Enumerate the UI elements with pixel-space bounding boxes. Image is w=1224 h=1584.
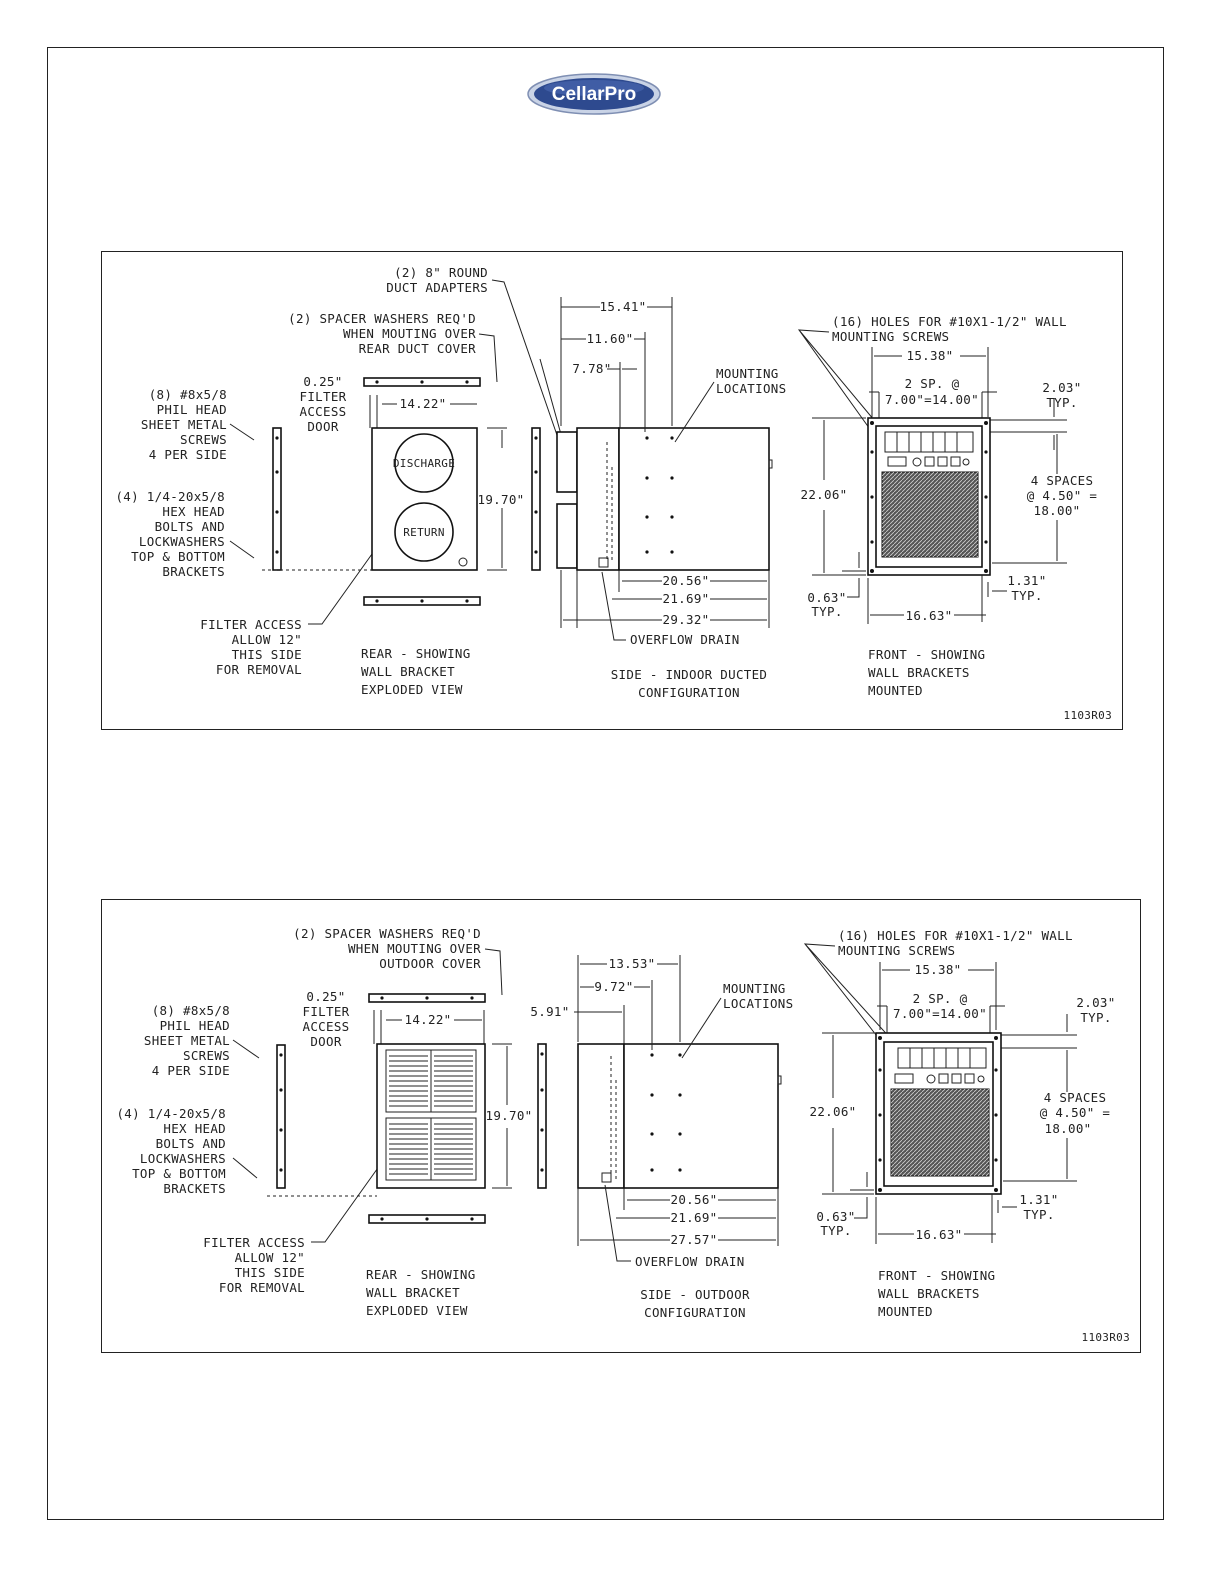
filter-access-label-2: ALLOW 12" — [231, 632, 302, 647]
leader-line — [805, 944, 892, 1040]
side-rear-section — [577, 428, 619, 570]
dim-front-7-lines — [992, 1194, 1017, 1243]
dim-front-8: 16.63" — [905, 608, 953, 623]
leader-line — [230, 424, 254, 440]
side-handle — [769, 460, 772, 468]
discharge-label: DISCHARGE — [392, 457, 456, 470]
bolts-label-3: BOLTS AND — [154, 519, 225, 534]
leader-line — [492, 280, 558, 438]
leader-line — [479, 334, 497, 382]
dim-front-3-lines — [999, 1014, 1077, 1065]
side-rear-section — [578, 1044, 624, 1188]
holes-label-2: MOUNTING SCREWS — [832, 329, 950, 344]
filter-access-label: FILTER ACCESS — [200, 617, 302, 632]
overflow-label: OVERFLOW DRAIN — [635, 1254, 745, 1269]
dim-front-7b: TYP. — [1011, 588, 1043, 603]
caption-rear-2: WALL BRACKET — [361, 664, 455, 679]
filter-door-label: 0.25" — [303, 374, 343, 389]
dim-front-2: 2 SP. @ — [904, 376, 960, 391]
filter-door-label: 0.25" — [306, 989, 346, 1004]
leader-line — [233, 1158, 257, 1178]
spacer-label: (2) SPACER WASHERS REQ'D — [293, 926, 481, 941]
dim-width-rear: 14.22" — [404, 1012, 452, 1027]
caption-rear-3: EXPLODED VIEW — [361, 682, 463, 697]
spacer-label-2: WHEN MOUTING OVER — [342, 326, 476, 341]
caption-rear-2: WALL BRACKET — [366, 1285, 460, 1300]
caption-front-2: WALL BRACKETS — [878, 1286, 980, 1301]
screws-label-4: SCREWS — [183, 1048, 230, 1063]
dim-tick — [370, 395, 377, 428]
drawing-number: 1103R03 — [1081, 1331, 1130, 1344]
logo-text: CellarPro — [551, 84, 637, 105]
dim-height-rear: 19.70" — [477, 492, 525, 507]
filter-access-label-3: THIS SIDE — [231, 647, 302, 662]
holes-label: (16) HOLES FOR #10X1-1/2" WALL — [838, 928, 1073, 943]
front-grille-hatch — [882, 472, 978, 557]
filter-access-label: FILTER ACCESS — [203, 1235, 305, 1250]
caption-side-2: CONFIGURATION — [638, 685, 740, 700]
filter-door-label-4: DOOR — [310, 1034, 342, 1049]
side-handle — [778, 1076, 781, 1084]
dim-front-4: 22.06" — [800, 487, 848, 502]
drawing-number: 1103R03 — [1063, 709, 1112, 722]
bolts-label-4: LOCKWASHERS — [139, 1151, 226, 1166]
leader-line — [605, 1185, 631, 1261]
dim-side-1: 15.41" — [599, 299, 647, 314]
dim-side-1: 13.53" — [608, 956, 656, 971]
dim-side-4: 20.56" — [662, 573, 710, 588]
dim-side-4: 20.56" — [670, 1192, 718, 1207]
mounting-label: MOUNTING — [723, 981, 786, 996]
caption-side: SIDE - INDOOR DUCTED — [610, 667, 768, 682]
dim-front-3: 2.03" — [1076, 995, 1116, 1010]
dim-front-3: 2.03" — [1042, 380, 1082, 395]
bolts-label-6: BRACKETS — [162, 564, 225, 579]
filter-access-label-3: THIS SIDE — [234, 1265, 305, 1280]
dim-front-3b: TYP. — [1080, 1010, 1112, 1025]
caption-rear: REAR - SHOWING — [366, 1267, 476, 1282]
holes-label-2: MOUNTING SCREWS — [838, 943, 956, 958]
dim-front-5c: 18.00" — [1033, 503, 1081, 518]
bolts-label-2: HEX HEAD — [163, 1121, 226, 1136]
leader-line — [485, 949, 502, 995]
caption-rear: REAR - SHOWING — [361, 646, 471, 661]
wall-bracket-left — [273, 428, 281, 570]
leader-line — [311, 1165, 380, 1242]
mounting-label-2: LOCATIONS — [723, 996, 794, 1011]
filter-access-label-2: ALLOW 12" — [234, 1250, 305, 1265]
filter-door-label-2: FILTER — [299, 389, 347, 404]
filter-access-label-4: FOR REMOVAL — [215, 662, 302, 677]
dim-front-5b: @ 4.50" = — [1039, 1105, 1111, 1120]
side-bracket — [538, 1044, 546, 1188]
front-grille-hatch — [891, 1089, 989, 1176]
screws-label-3: SHEET METAL — [140, 417, 227, 432]
dim-front-7: 1.31" — [1019, 1192, 1059, 1207]
dim-front-7: 1.31" — [1007, 573, 1047, 588]
side-main-body — [619, 428, 769, 570]
dim-side-5: 21.69" — [662, 591, 710, 606]
screws-label-2: PHIL HEAD — [159, 1018, 230, 1033]
duct-adapter-upper — [557, 432, 577, 492]
leader-line — [233, 1040, 259, 1058]
bolts-label: (4) 1/4-20x5/8 — [116, 1106, 226, 1121]
screws-label-5: 4 PER SIDE — [148, 447, 227, 462]
overflow-label: OVERFLOW DRAIN — [630, 632, 740, 647]
dim-front-6: 0.63" — [807, 590, 847, 605]
side-bracket — [532, 428, 540, 570]
filter-access-label-4: FOR REMOVAL — [218, 1280, 305, 1295]
holes-label: (16) HOLES FOR #10X1-1/2" WALL — [832, 314, 1067, 329]
dim-side-2: 9.72" — [594, 979, 634, 994]
bolts-label-5: TOP & BOTTOM — [132, 1166, 226, 1181]
dim-side-3-lines — [574, 1005, 624, 1044]
screws-label-4: SCREWS — [180, 432, 227, 447]
dim-side-3: 7.78" — [572, 361, 612, 376]
bolts-label-2: HEX HEAD — [162, 504, 225, 519]
leader-line — [540, 359, 562, 438]
caption-side: SIDE - OUTDOOR — [640, 1287, 750, 1302]
leader-line — [230, 541, 254, 558]
dim-front-5: 4 SPACES — [1030, 473, 1094, 488]
bolts-label-3: BOLTS AND — [155, 1136, 226, 1151]
bolts-label-4: LOCKWASHERS — [138, 534, 225, 549]
spacer-label-3: REAR DUCT COVER — [358, 341, 476, 356]
dim-front-1: 15.38" — [914, 962, 962, 977]
spacer-label: (2) SPACER WASHERS REQ'D — [288, 311, 476, 326]
dim-front-6b: TYP. — [820, 1223, 852, 1238]
dim-front-7b: TYP. — [1023, 1207, 1055, 1222]
filter-door-label-2: FILTER — [302, 1004, 350, 1019]
dim-side-5: 21.69" — [670, 1210, 718, 1225]
leader-line — [308, 547, 377, 624]
caption-front: FRONT - SHOWING — [868, 647, 986, 662]
dim-front-6b: TYP. — [811, 604, 843, 619]
dim-side-3: 5.91" — [530, 1004, 570, 1019]
diagram-indoor-ducted — [101, 251, 1123, 730]
caption-front: FRONT - SHOWING — [878, 1268, 996, 1283]
duct-label-2: DUCT ADAPTERS — [386, 280, 488, 295]
dim-side-6: 27.57" — [670, 1232, 718, 1247]
caption-front-3: MOUNTED — [878, 1304, 933, 1319]
dim-side-2: 11.60" — [586, 331, 634, 346]
duct-label: (2) 8" ROUND — [394, 265, 488, 280]
dim-front-2b: 7.00"=14.00" — [885, 392, 979, 407]
dim-side-6: 29.32" — [662, 612, 710, 627]
mounting-label: MOUNTING — [716, 366, 779, 381]
duct-adapter-lower — [557, 504, 577, 568]
dim-front-2b: 7.00"=14.00" — [893, 1006, 987, 1021]
dim-front-2: 2 SP. @ — [912, 991, 968, 1006]
spacer-label-3: OUTDOOR COVER — [379, 956, 481, 971]
caption-rear-3: EXPLODED VIEW — [366, 1303, 468, 1318]
dim-front-1: 15.38" — [906, 348, 954, 363]
filter-door-label-4: DOOR — [307, 419, 339, 434]
screws-label-5: 4 PER SIDE — [151, 1063, 230, 1078]
bolts-label: (4) 1/4-20x5/8 — [115, 489, 225, 504]
dim-front-8: 16.63" — [915, 1227, 963, 1242]
dim-width-rear: 14.22" — [399, 396, 447, 411]
screws-label-2: PHIL HEAD — [156, 402, 227, 417]
bolts-label-5: TOP & BOTTOM — [131, 549, 225, 564]
caption-side-2: CONFIGURATION — [644, 1305, 746, 1320]
caption-front-2: WALL BRACKETS — [868, 665, 970, 680]
dim-front-5: 4 SPACES — [1043, 1090, 1107, 1105]
dim-side-2-lines — [561, 332, 645, 432]
wall-bracket-left — [277, 1045, 285, 1188]
filter-door-label-3: ACCESS — [302, 1019, 350, 1034]
dim-front-6: 0.63" — [816, 1209, 856, 1224]
screws-label: (8) #8x5/8 — [148, 387, 227, 402]
return-label: RETURN — [403, 526, 445, 539]
filter-door-label-3: ACCESS — [299, 404, 347, 419]
side-main-body — [624, 1044, 778, 1188]
dim-front-4: 22.06" — [809, 1104, 857, 1119]
dim-height-rear: 19.70" — [485, 1108, 533, 1123]
cellarpro-logo — [527, 73, 661, 115]
screws-label-3: SHEET METAL — [143, 1033, 230, 1048]
screws-label: (8) #8x5/8 — [151, 1003, 230, 1018]
diagram-outdoor — [101, 899, 1141, 1353]
bolts-label-6: BRACKETS — [163, 1181, 226, 1196]
caption-front-3: MOUNTED — [868, 683, 923, 698]
dim-front-3b: TYP. — [1046, 395, 1078, 410]
dim-front-5c: 18.00" — [1044, 1121, 1092, 1136]
leader-line — [602, 572, 626, 640]
spacer-label-2: WHEN MOUTING OVER — [347, 941, 481, 956]
dim-front-5b: @ 4.50" = — [1026, 488, 1098, 503]
leader-line — [799, 330, 884, 432]
mounting-label-2: LOCATIONS — [716, 381, 787, 396]
